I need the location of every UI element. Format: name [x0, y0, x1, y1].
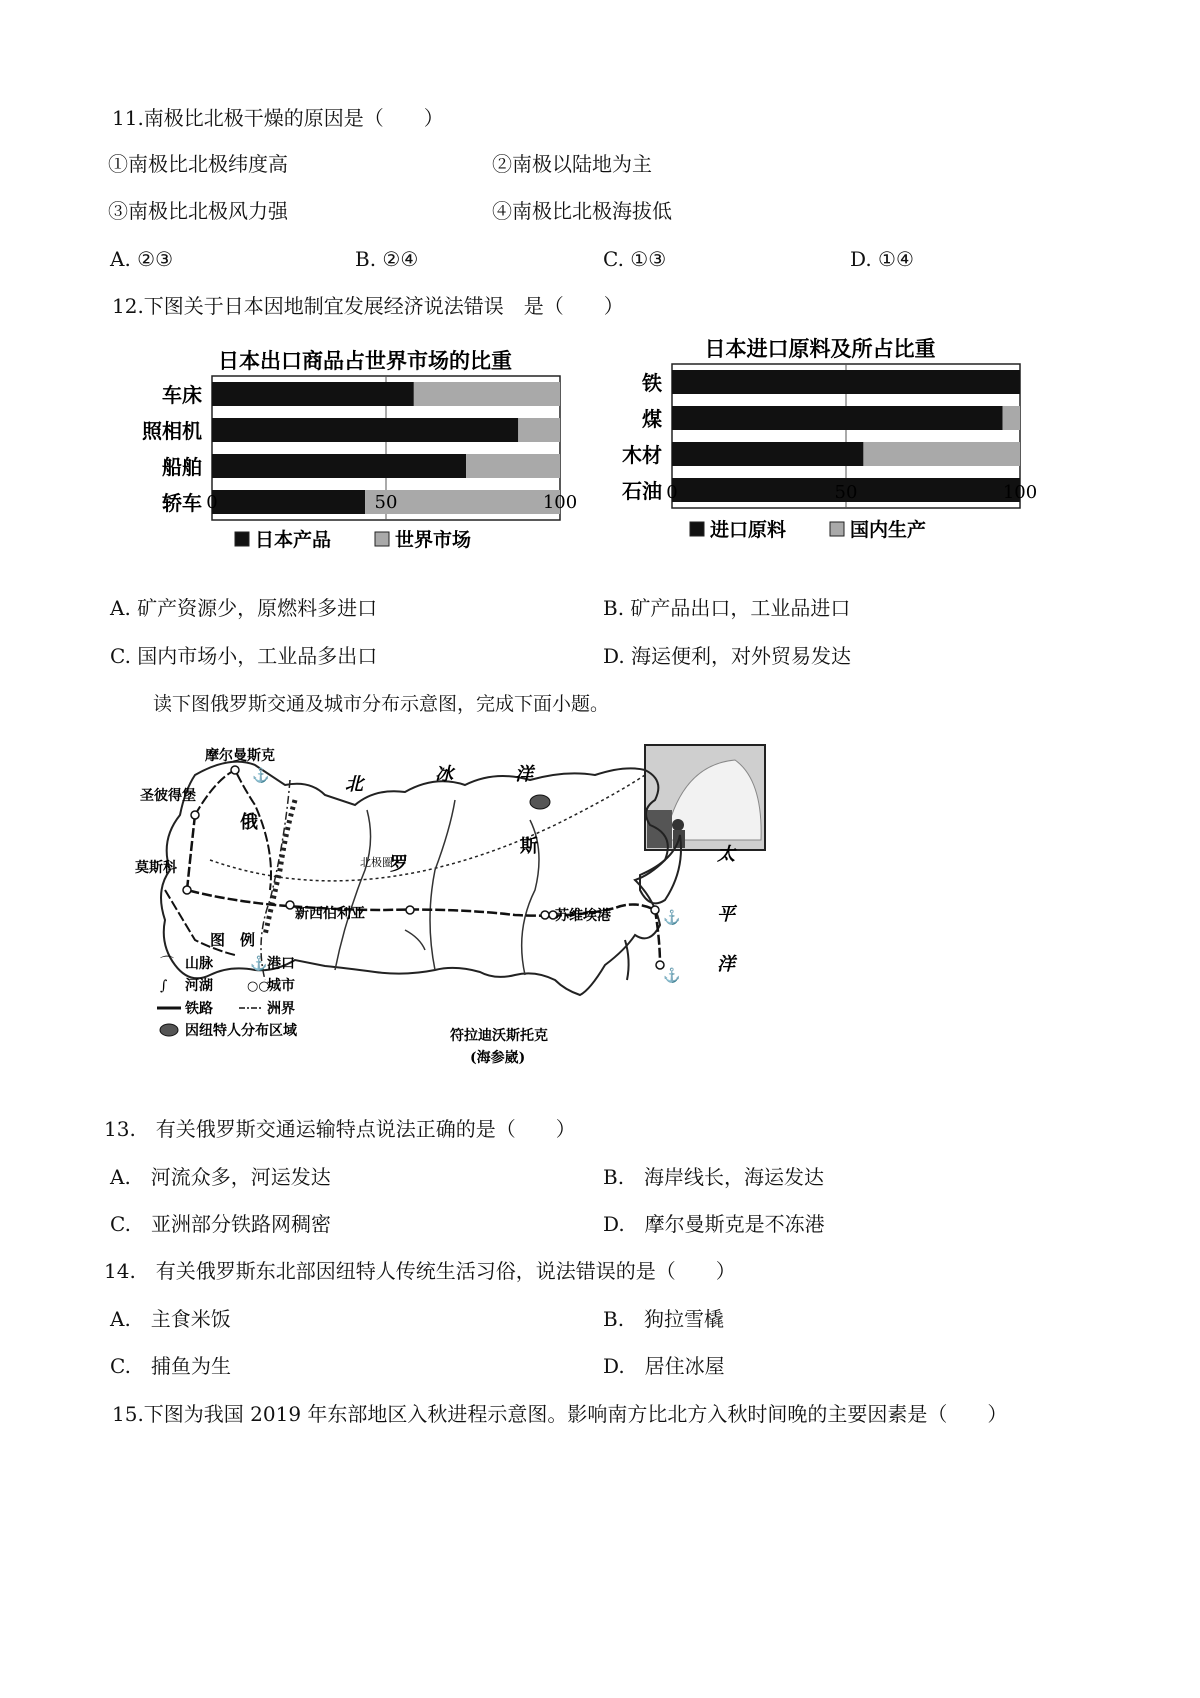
x-tick-label: 50 [834, 482, 858, 503]
trans-siberian-railway [187, 815, 660, 965]
city-vladivostok: 符拉迪沃斯托克 [450, 1028, 548, 1044]
legend-port: 港口 [267, 956, 295, 972]
label-si: 斯 [520, 836, 538, 857]
legend-boundary: 洲界 [267, 1001, 295, 1017]
q14-option-b: B. 狗拉雪橇 [603, 1307, 725, 1331]
svg-text:⚓: ⚓ [250, 956, 268, 972]
svg-text:⚓: ⚓ [663, 910, 681, 926]
q11-item-1: ①南极比北极纬度高 [108, 152, 288, 176]
legend-label: 进口原料 [710, 519, 787, 541]
legend-swatch [830, 522, 844, 536]
legend-title: 图 例 [210, 931, 256, 949]
label-luo: 罗 [390, 854, 408, 875]
q15-stem: 15.下图为我国 2019 年东部地区入秋进程示意图。影响南方比北方入秋时间晚的主要因素是（ ） [112, 1402, 1008, 1426]
city-moscow: 莫斯科 [135, 860, 177, 876]
bar-日本产品-车床 [212, 382, 414, 406]
category-label: 车床 [162, 383, 202, 407]
city-vladivostok-alt: (海参崴) [470, 1050, 526, 1066]
q14-option-c: C. 捕鱼为生 [110, 1354, 231, 1378]
legend-railway: 铁路 [185, 1001, 213, 1017]
q11-stem: 11.南极比北极干燥的原因是（ ） [112, 106, 444, 130]
legend-swatch [375, 532, 389, 546]
q14-option-d: D. 居住冰屋 [603, 1354, 725, 1378]
label-tai: 太 [717, 844, 735, 865]
svg-text:⚓: ⚓ [663, 968, 681, 984]
legend-river: 河湖 [185, 978, 213, 994]
japan-import-share-chart [620, 328, 1038, 573]
bar-进口原料-木材 [672, 442, 863, 466]
x-tick-label: 50 [374, 492, 398, 513]
svg-text:∫: ∫ [160, 978, 168, 994]
map-legend [157, 931, 298, 1039]
city-sovetskaya-gavan: 苏维埃港 [555, 908, 611, 924]
x-tick-label: 100 [1002, 482, 1038, 503]
bar-日本产品-照相机 [212, 418, 518, 442]
bar-世界市场-照相机 [518, 418, 560, 442]
label-ice: 冰 [435, 764, 453, 785]
chart-title: 日本出口商品占世界市场的比重 [218, 348, 512, 373]
russia-outline [161, 762, 668, 995]
category-label: 照相机 [142, 419, 202, 443]
label-ocean1: 洋 [515, 764, 533, 785]
label-e: 俄 [240, 812, 258, 833]
arctic-circle [210, 775, 645, 881]
category-label: 木材 [622, 443, 662, 467]
bar-进口原料-煤 [672, 406, 1003, 430]
svg-text:⚓: ⚓ [252, 768, 270, 784]
bar-世界市场-船舶 [466, 454, 560, 478]
q13-option-b: B. 海岸线长，海运发达 [603, 1165, 825, 1189]
q13-option-d: D. 摩尔曼斯克是不冻港 [603, 1212, 825, 1236]
bar-日本产品-船舶 [212, 454, 466, 478]
q12-option-d: D. 海运便利，对外贸易发达 [603, 644, 852, 668]
q14-stem: 14. 有关俄罗斯东北部因纽特人传统生活习俗，说法错误的是（ ） [104, 1259, 736, 1283]
legend-mountain: 山脉 [185, 956, 213, 972]
q13-option-a: A. 河流众多，河运发达 [110, 1165, 331, 1189]
bar-进口原料-铁 [672, 370, 1020, 394]
label-north: 北 [345, 774, 363, 795]
q12-option-b: B. 矿产品出口，工业品进口 [603, 596, 851, 620]
q11-option-b: B. ②④ [355, 247, 419, 271]
q11-option-d: D. ①④ [850, 247, 914, 271]
q14-option-a: A. 主食米饭 [110, 1307, 231, 1331]
japan-export-share-chart [140, 338, 580, 573]
bar-国内生产-煤 [1003, 406, 1020, 430]
label-arctic-circle: 北极圈 [360, 856, 393, 869]
category-label: 煤 [642, 407, 662, 431]
legend-swatch [690, 522, 704, 536]
svg-text:⌒: ⌒ [160, 956, 174, 972]
bar-日本产品-轿车 [212, 490, 365, 514]
russia-transport-map [135, 740, 775, 1085]
q13-option-c: C. 亚洲部分铁路网稠密 [110, 1212, 331, 1236]
q13-stem: 13. 有关俄罗斯交通运输特点说法正确的是（ ） [104, 1117, 576, 1141]
legend-city: 城市 [267, 978, 295, 994]
q11-option-a: A. ②③ [110, 247, 174, 271]
ural-mountains [265, 800, 295, 935]
x-tick-label: 0 [666, 482, 678, 503]
category-label: 石油 [622, 479, 662, 503]
q12-option-c: C. 国内市场小，工业品多出口 [110, 644, 378, 668]
bar-世界市场-车床 [414, 382, 560, 406]
label-ping: 平 [717, 904, 735, 925]
q11-item-4: ④南极比北极海拔低 [492, 199, 672, 223]
q12-stem: 12.下图关于日本因地制宜发展经济说法错误 是（ ） [112, 294, 624, 318]
bar-国内生产-木材 [863, 442, 1020, 466]
legend-swatch [235, 532, 249, 546]
chart-title: 日本进口原料及所占比重 [704, 336, 936, 361]
map-intro: 读下图俄罗斯交通及城市分布示意图，完成下面小题。 [153, 693, 610, 715]
legend-inuit: 因纽特人分布区域 [185, 1023, 297, 1039]
inuit-area-marker [530, 795, 550, 809]
legend-label: 日本产品 [255, 529, 332, 551]
category-label: 轿车 [162, 491, 202, 515]
legend-label: 国内生产 [850, 519, 927, 541]
city-st-petersburg: 圣彼得堡 [140, 788, 196, 804]
x-tick-label: 0 [206, 492, 218, 513]
q12-option-a: A. 矿产资源少，原燃料多进口 [110, 596, 378, 620]
category-label: 铁 [642, 371, 662, 395]
svg-text:○○: ○○ [247, 979, 270, 994]
q11-item-3: ③南极比北极风力强 [108, 199, 288, 223]
legend-label: 世界市场 [395, 529, 472, 551]
q11-item-2: ②南极以陆地为主 [492, 152, 652, 176]
city-novosibirsk: 新西伯利亚 [295, 906, 365, 922]
x-tick-label: 100 [542, 492, 578, 513]
q11-option-c: C. ①③ [603, 247, 667, 271]
label-ocean2: 洋 [717, 954, 735, 975]
category-label: 船舶 [162, 455, 202, 479]
city-murmansk: 摩尔曼斯克 [205, 748, 275, 764]
